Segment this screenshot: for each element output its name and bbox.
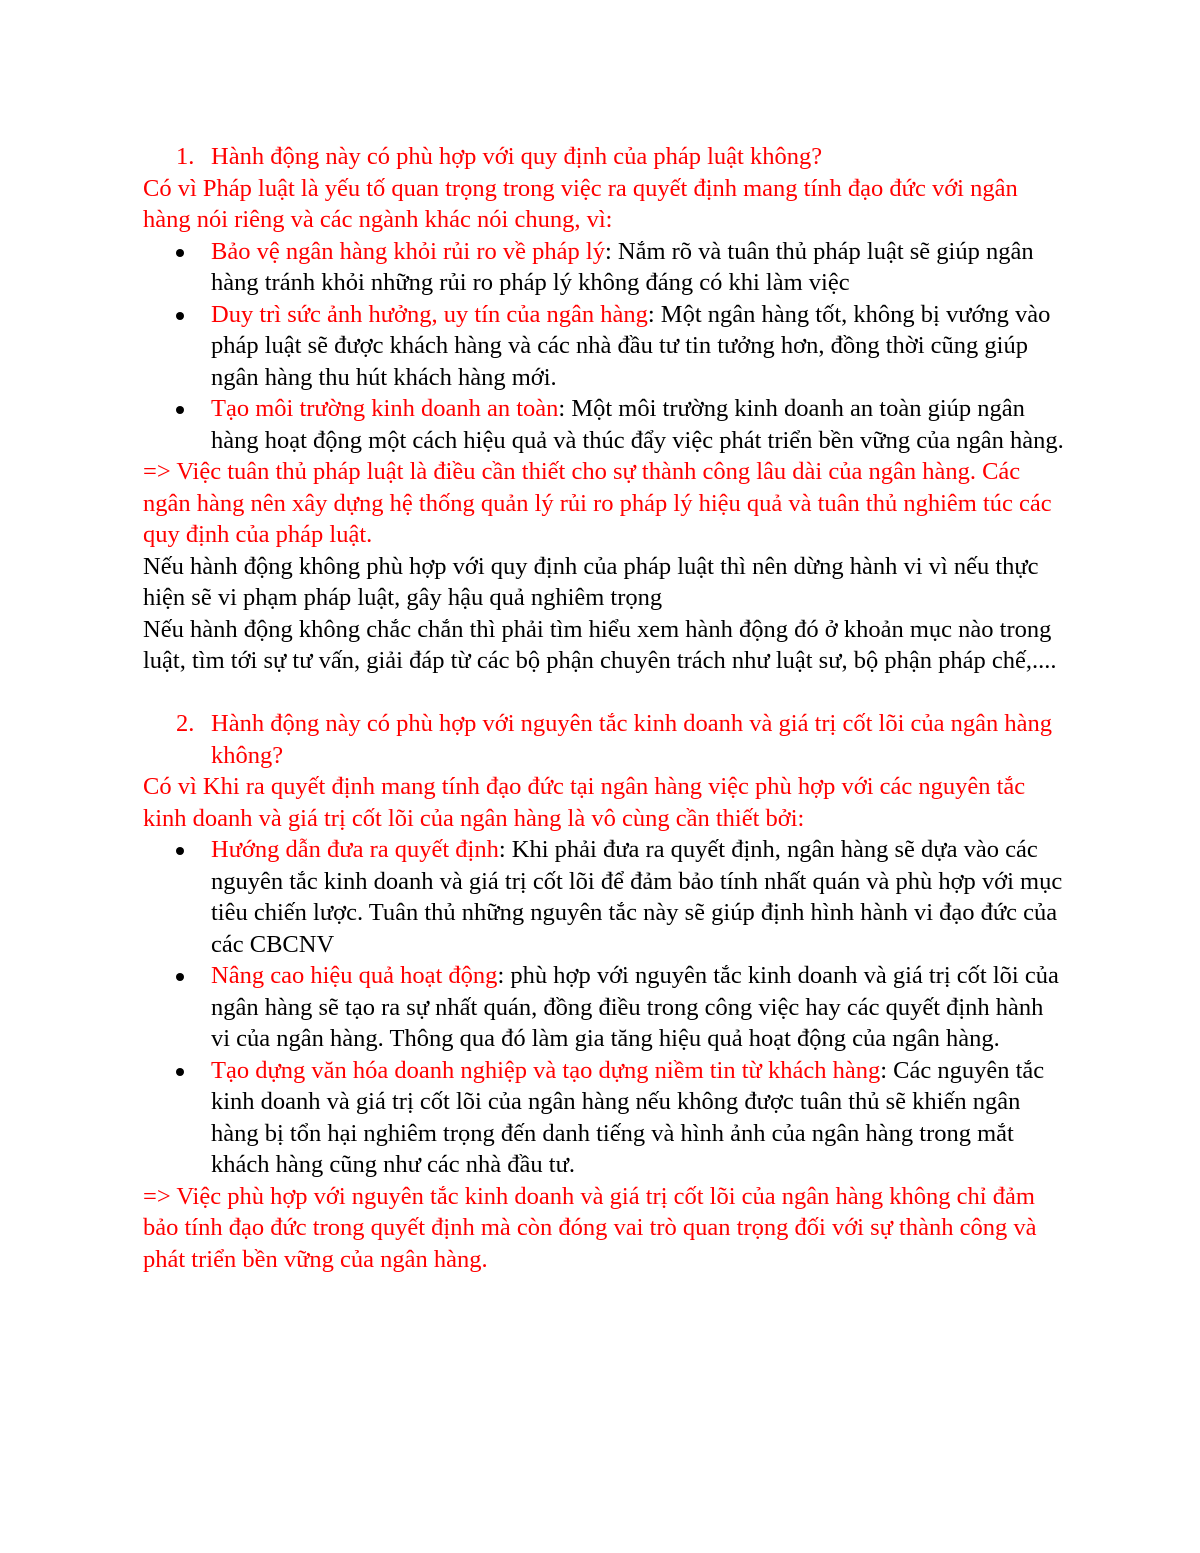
section-2-heading [143,708,1068,771]
section-2-heading-text: Hành động này có phù hợp với nguyên tắc kinh doanh và giá trị cốt lõi của ngân hàng không? [211,710,1053,769]
section-1-note-1: Nếu hành động không phù hợp với quy định của pháp luật thì nên dừng hành vi vì nếu thực hiện sẽ vi phạm pháp luật, gây hậu quả nghiêm trọng [143,552,1039,611]
bullet-icon [176,406,184,414]
bullet-body: : Một ngân hàng tốt, không bị vướng vào pháp luật sẽ được khách hàng và các nhà đầu tư tin tưởng hơn, đồng thời cũng giúp ngân hàng thu hút khách hàng mới. [211,300,1051,391]
section-1-bullet-list [143,236,1068,457]
bullet-title: Bảo vệ ngân hàng khỏi rủi ro về pháp lý [211,237,605,265]
section-2-bullet-1 [143,834,1068,960]
section-1-bullet-3 [143,393,1068,456]
document-body [143,141,1068,1275]
section-2-conclusion: => Việc phù hợp với nguyên tắc kinh doanh và giá trị cốt lõi của ngân hàng không chỉ đảm bảo tính đạo đức trong quyết định mà còn đóng vai trò quan trọng đối với sự thành công và phát triển bền vững của ngân hàng. [143,1182,1037,1273]
section-2-bullet-2 [143,960,1068,1055]
section-1-note-2: Nếu hành động không chắc chắn thì phải tìm hiểu xem hành động đó ở khoản mục nào trong luật, tìm tới sự tư vấn, giải đáp từ các bộ phận chuyên trách như luật sư, bộ phận pháp chế,.... [143,615,1057,674]
bullet-icon [176,973,184,981]
bullet-title: Hướng dẫn đưa ra quyết định [211,836,499,863]
bullet-title: Tạo môi trường kinh doanh an toàn [211,395,559,422]
section-1-conclusion: => Việc tuân thủ pháp luật là điều cần thiết cho sự thành công lâu dài của ngân hàng. Các ngân hàng nên xây dựng hệ thống quản lý rủi ro pháp lý hiệu quả và tuân thủ nghiêm túc các quy định của pháp luật. [143,458,1052,548]
section-1-number: 1. [176,143,195,170]
bullet-body: : Nắm rõ và tuân thủ pháp luật sẽ giúp ngân hàng tránh khỏi những rủi ro pháp lý không đáng có khi làm việc [211,237,1034,296]
bullet-icon [176,1068,184,1076]
bullet-body: : phù hợp với nguyên tắc kinh doanh và giá trị cốt lõi của ngân hàng sẽ tạo ra sự nhất quán, đồng điều trong công việc hay các quyết định hành vi của ngân hàng. Thông qua đó làm gia tăng hiệu quả hoạt động của ngân hàng. [211,962,1059,1052]
section-1-bullet-2 [143,299,1068,394]
bullet-title: Nâng cao hiệu quả hoạt động [211,962,498,989]
bullet-icon [176,312,184,320]
section-2-number: 2. [176,710,195,737]
bullet-icon [176,847,184,855]
section-1-bullet-1 [143,236,1068,299]
section-1-heading-text: Hành động này có phù hợp với quy định của pháp luật không? [211,143,823,170]
section-2-bullet-3 [143,1055,1068,1181]
section-2-intro: Có vì Khi ra quyết định mang tính đạo đức tại ngân hàng việc phù hợp với các nguyên tắc kinh doanh và giá trị cốt lõi của ngân hàng là vô cùng cần thiết bởi: [143,773,1026,832]
bullet-body: : Khi phải đưa ra quyết định, ngân hàng sẽ dựa vào các nguyên tắc kinh doanh và giá trị cốt lõi để đảm bảo tính nhất quán và phù hợp với mục tiêu chiến lược. Tuân thủ những nguyên tắc này sẽ giúp định hình hành vi đạo đức của các CBCNV [211,836,1063,958]
bullet-title: Tạo dựng văn hóa doanh nghiệp và tạo dựng niềm tin từ khách hàng [211,1056,881,1084]
bullet-body: : Một môi trường kinh doanh an toàn giúp ngân hàng hoạt động một cách hiệu quả và thúc đẩy việc phát triển bền vững của ngân hàng. [211,395,1064,454]
section-1-intro: Có vì Pháp luật là yếu tố quan trọng trong việc ra quyết định mang tính đạo đức với ngân hàng nói riêng và các ngành khác nói chung, vì: [143,174,1018,233]
section-2-bullet-list [143,834,1068,1181]
bullet-body: : Các nguyên tắc kinh doanh và giá trị cốt lõi của ngân hàng nếu không được tuân thủ sẽ khiến ngân hàng bị tổn hại nghiêm trọng đến danh tiếng và hình ảnh của ngân hàng trong mắt khách hàng cũng như các nhà đầu tư. [211,1056,1045,1178]
section-spacer [143,677,1068,709]
section-1-heading [143,141,1068,173]
bullet-icon [176,249,184,257]
bullet-title: Duy trì sức ảnh hưởng, uy tín của ngân hàng [211,300,648,328]
